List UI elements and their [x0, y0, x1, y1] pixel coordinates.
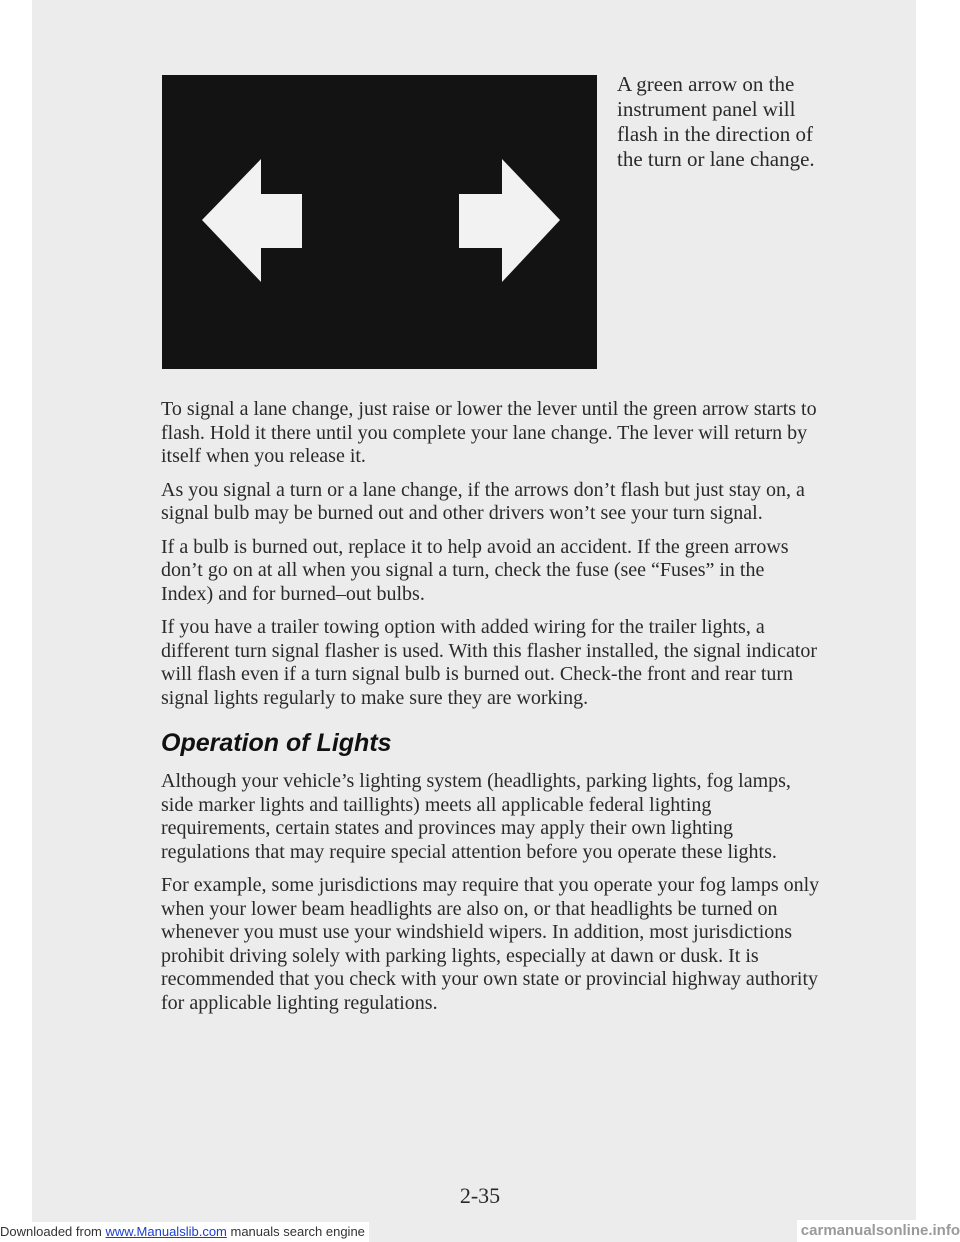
manualslib-link[interactable]: www.Manualslib.com — [105, 1224, 227, 1239]
left-arrow-icon — [202, 159, 302, 282]
paragraph: If you have a trailer towing option with added wiring for the trailer lights, a different turn signal flasher is used. With this flasher installed, the signal indicator will flash even if a turn signal bulb is burned out. Check-the front and rear turn signal lights regularly to make sure they are working. — [161, 616, 818, 709]
body-text — [161, 398, 821, 1025]
paragraph: Although your vehicle’s lighting system (headlights, parking lights, fog lamps, side marker lights and taillights) meets all applicable federal lighting requirements, certain states and provinces may apply their own lighting regulations that may require special attention before you operate these lights. — [161, 770, 791, 863]
page-number: 2-35 — [459, 1183, 501, 1208]
turn-signal-arrows — [162, 75, 597, 369]
figure-caption: A green arrow on the instrument panel will flash in the direction of the turn or lane change. — [617, 72, 815, 171]
footer-suffix: manuals search engine — [226, 1224, 365, 1239]
footer-prefix: Downloaded from — [0, 1224, 106, 1239]
paragraph: If a bulb is burned out, replace it to help avoid an accident. If the green arrows don’t go on at all when you signal a turn, check the fuse (see “Fuses” in the Index) and for burned–out bulbs. — [161, 535, 789, 605]
download-footer — [0, 1222, 369, 1242]
turn-signal-indicator-figure — [162, 75, 597, 369]
watermark: carmanualsonline.info — [797, 1220, 960, 1242]
paragraph: For example, some jurisdictions may require that you operate your fog lamps only when your lower beam headlights are also on, or that headlights be turned on whenever you must use your windshield wipers. In addition, most jurisdictions prohibit driving solely with parking lights, especially at dawn or dusk. It is recommended that you check with your own state or provincial highway authority for applicable lighting regulations. — [161, 874, 820, 1014]
paragraph: As you signal a turn or a lane change, if the arrows don’t flash but just stay on, a signal bulb may be burned out and other drivers won’t see your turn signal. — [161, 478, 805, 524]
section-heading: Operation of Lights — [161, 729, 392, 757]
paragraph: To signal a lane change, just raise or lower the lever until the green arrow starts to flash. Hold it there until you complete your lane change. The lever will return by itself when you release it. — [161, 398, 817, 467]
right-arrow-icon — [459, 159, 560, 282]
